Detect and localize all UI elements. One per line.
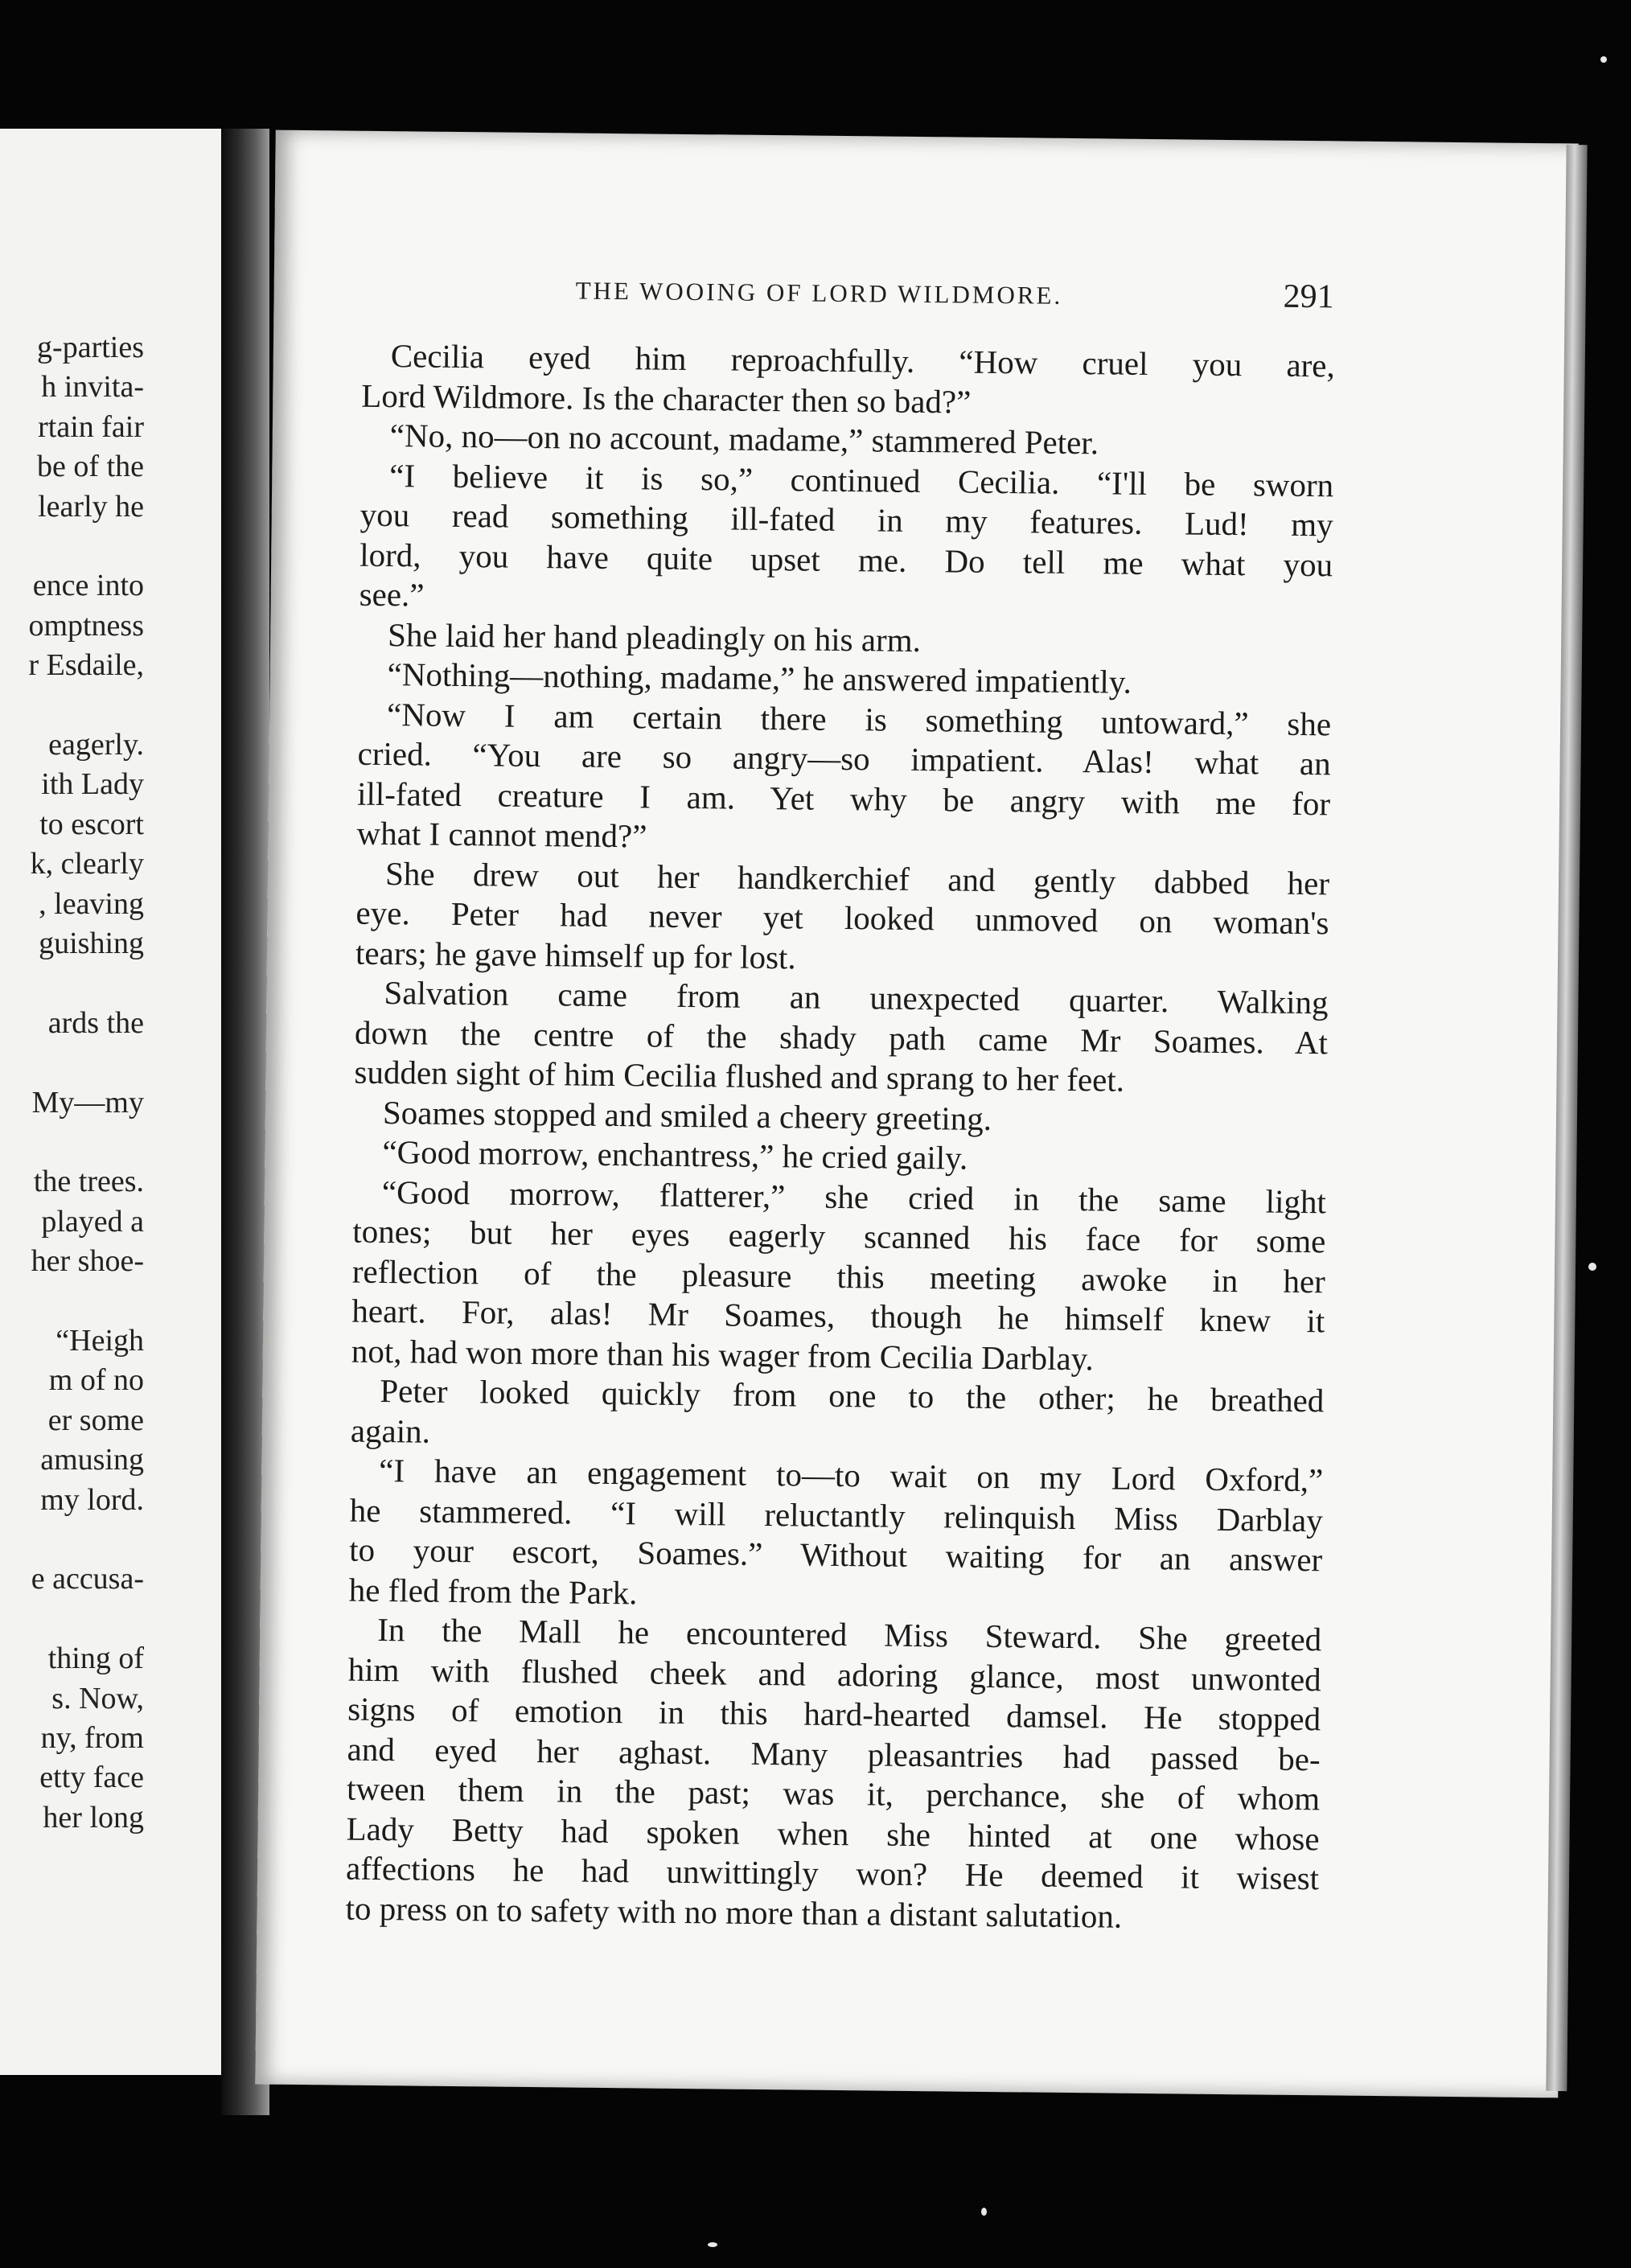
left-page-line: guishing — [39, 927, 144, 960]
scan-speck — [708, 2242, 717, 2247]
text-line: sudden sight of him Cecilia flushed and sprang to her feet. — [354, 1053, 1125, 1099]
text-line: “I believe it is so,” continued Cecilia. “I'll be sworn — [389, 456, 1334, 503]
left-page-line: be of the — [37, 450, 144, 484]
text-line: “Good morrow, enchantress,” he cried gaily. — [382, 1133, 968, 1177]
text-line: She laid her hand pleadingly on his arm. — [387, 615, 922, 659]
text-line: “Nothing—nothing, madame,” he answered impatiently. — [387, 655, 1132, 701]
left-page-line: the trees. — [33, 1165, 144, 1199]
text-line: down the centre of the shady path came Mr Soames. At — [354, 1013, 1329, 1061]
left-page-line: m of no — [48, 1363, 144, 1398]
left-page — [0, 129, 221, 2075]
left-page-line: “Heigh — [55, 1324, 144, 1358]
text-line: eye. Peter had never yet looked unmoved on woman's — [355, 894, 1329, 942]
left-page-line: g-parties — [37, 331, 144, 364]
text-line: see.” — [359, 575, 425, 614]
left-page-line: thing of — [47, 1641, 144, 1676]
text-line: to press on to safety with no more than a distant salutation. — [345, 1889, 1123, 1935]
left-page-line: eagerly. — [48, 728, 144, 762]
left-page-line: , leaving — [39, 886, 144, 921]
left-page-line: to escort — [39, 807, 144, 841]
text-line: “No, no—on no account, madame,” stammered Peter. — [389, 417, 1099, 462]
left-page-line: etty face — [39, 1761, 144, 1795]
text-line: “I have an engagement to—to wait on my Lord Oxford,” — [379, 1452, 1324, 1499]
text-line: Lord Wildmore. Is the character then so bad?” — [361, 376, 972, 421]
text-line: what I cannot mend?” — [356, 814, 647, 855]
text-line: tones; but her eyes eagerly scanned his face for some — [352, 1212, 1326, 1260]
text-line: She drew out her handkerchief and gently dabbed her — [384, 854, 1330, 902]
text-line: tween them in the past; was it, perchance, she of whom — [346, 1769, 1321, 1818]
text-line: he stammered. “I will reluctantly relinquish Miss Darblay — [349, 1491, 1323, 1539]
text-line: Peter looked quickly from one to the other; he breathed — [380, 1372, 1325, 1420]
text-line: lord, you have quite upset me. Do tell me what you — [359, 536, 1333, 583]
text-line: him with flushed cheek and adoring glance, most unwonted — [347, 1650, 1321, 1698]
text-line: to your escort, Soames.” Without waiting for an answer — [349, 1530, 1323, 1579]
text-line: Lady Betty had spoken when she hinted at one whose — [346, 1810, 1320, 1857]
left-page-line: ence into — [32, 569, 144, 603]
text-line: he fled from the Park. — [348, 1571, 638, 1611]
page-number: 291 — [1283, 277, 1334, 316]
left-page-line: My—my — [31, 1085, 144, 1120]
text-line: again. — [350, 1411, 431, 1450]
scan-speck — [981, 2208, 987, 2216]
body-text — [345, 336, 1335, 1939]
text-line: “Now I am certain there is something untoward,” she — [386, 695, 1332, 742]
right-page — [255, 130, 1578, 2098]
text-line: signs of emotion in this hard-hearted damsel. He stopped — [347, 1690, 1321, 1738]
left-page-line: s. Now, — [51, 1681, 144, 1715]
running-head: THE WOOING OF LORD WILDMORE. — [575, 276, 1063, 310]
text-line: Salvation came from an unexpected quarter. Walking — [384, 974, 1329, 1021]
left-page-line: rtain fair — [38, 409, 144, 444]
left-page-line: played a — [41, 1204, 144, 1239]
left-page-line: k, clearly — [30, 847, 144, 881]
left-page-line: omptness — [28, 608, 144, 643]
left-page-line: her long — [43, 1800, 144, 1835]
text-line: tears; he gave himself up for lost. — [355, 934, 796, 976]
text-line: affections he had unwittingly won? He deemed it wisest — [345, 1849, 1320, 1897]
left-page-line: er some — [47, 1403, 144, 1437]
text-line: In the Mall he encountered Miss Steward. She greeted — [377, 1611, 1322, 1658]
left-page-line: my lord. — [40, 1482, 144, 1517]
text-line: Cecilia eyed him reproachfully. “How cruel you are, — [390, 337, 1336, 384]
text-line: not, had won more than his wager from Cecilia Darblay. — [351, 1332, 1095, 1377]
left-page-line: ith Lady — [41, 767, 144, 802]
text-line: cried. “You are so angry—so impatient. Alas! what an — [357, 734, 1331, 783]
left-page-line: r Esdaile, — [28, 648, 144, 683]
text-line: you read something ill-fated in my features. Lud! my — [359, 495, 1333, 544]
left-page-line: h invita- — [41, 370, 144, 405]
text-line: reflection of the pleasure this meeting awoke in her — [351, 1252, 1326, 1300]
text-line: heart. For, alas! Mr Soames, though he himself knew it — [351, 1292, 1325, 1340]
left-page-line: ny, from — [40, 1721, 144, 1755]
left-page-line: e accusa- — [31, 1562, 144, 1596]
text-line: “Good morrow, flatterer,” she cried in the same light — [381, 1173, 1327, 1220]
left-page-line: ards the — [47, 1005, 144, 1040]
text-line: Soames stopped and smiled a cheery greeting. — [382, 1093, 992, 1137]
text-line: and eyed her aghast. Many pleasantries had passed be- — [347, 1730, 1321, 1777]
left-page-line: learly he — [38, 489, 144, 524]
scan-speck — [1600, 56, 1607, 63]
left-page-line: her shoe- — [31, 1244, 144, 1279]
scan-speck — [1588, 1263, 1596, 1271]
left-page-line: amusing — [40, 1443, 144, 1477]
text-line: ill-fated creature I am. Yet why be angry with me for — [356, 774, 1331, 822]
